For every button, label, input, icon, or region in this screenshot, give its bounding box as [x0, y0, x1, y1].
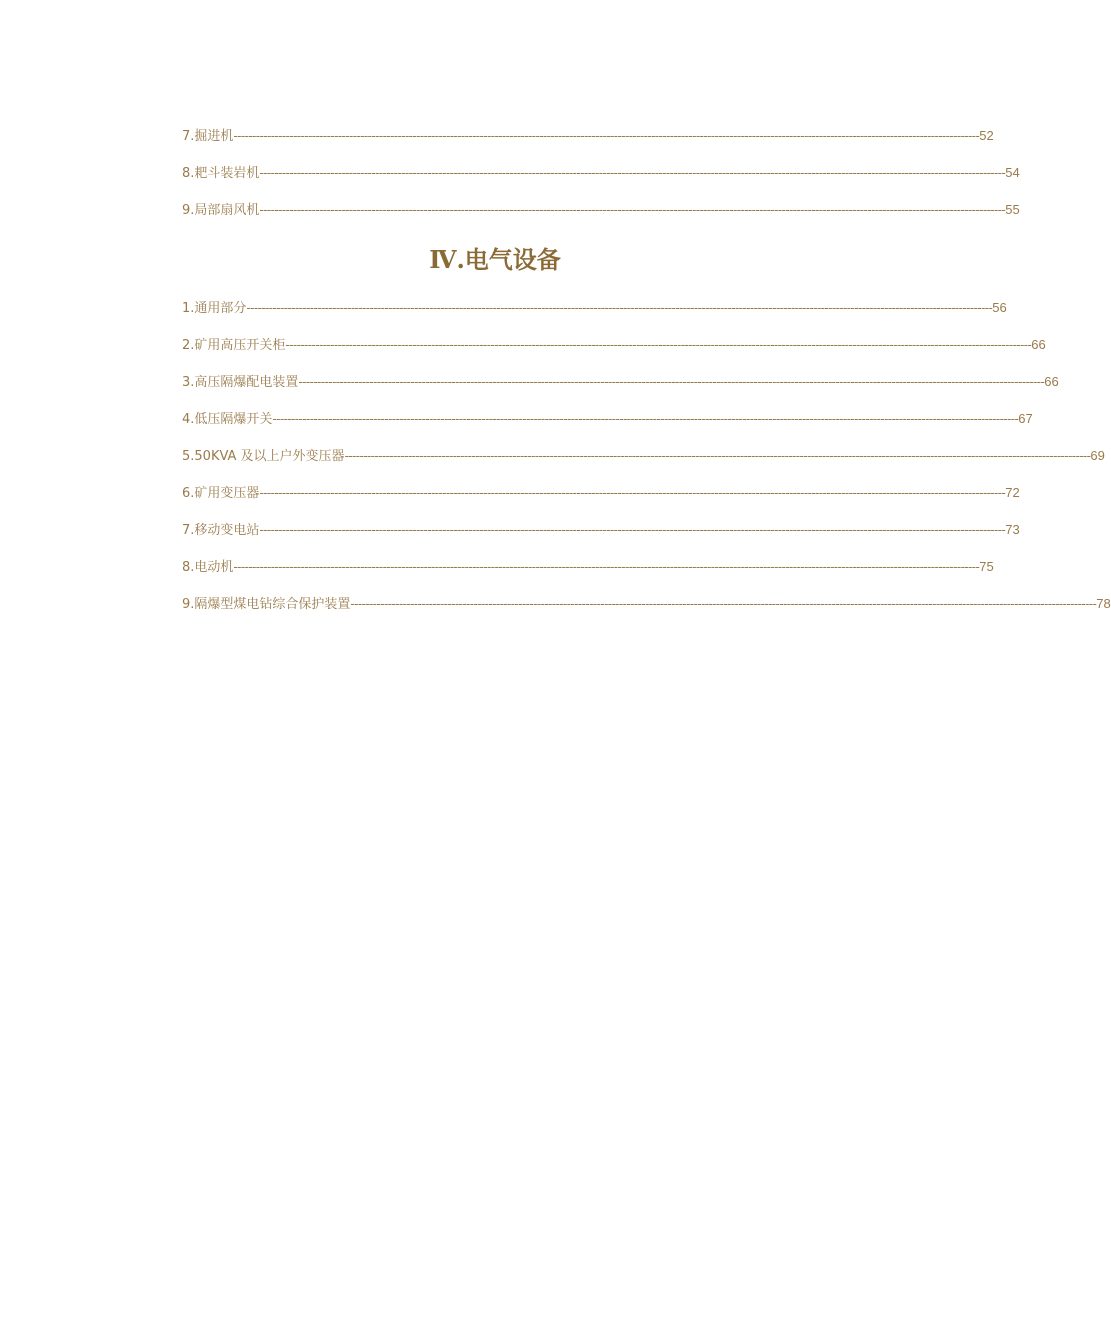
toc-entry-title: 2.矿用高压开关柜: [182, 338, 286, 353]
toc-dot-leader: --------------------------------------------------------------------------------------------------------------------------------------------------------------------------------------------------------: [259, 202, 1006, 217]
toc-entry-page: 52: [979, 128, 994, 143]
toc-entry-title: 6.矿用变压器: [182, 486, 260, 501]
toc-dot-leader: --------------------------------------------------------------------------------------------------------------------------------------------------------------------------------------------------------: [272, 411, 1019, 426]
toc-list-mechanical: [182, 126, 1020, 237]
toc-entry-title: 3.高压隔爆配电装置: [182, 375, 299, 390]
toc-entry[interactable]: [182, 446, 1105, 483]
toc-entry-page: 66: [1031, 337, 1046, 352]
toc-entry[interactable]: [182, 163, 1020, 200]
toc-entry[interactable]: [182, 200, 1020, 237]
section-heading: Ⅳ.电气设备: [429, 245, 561, 274]
toc-entry[interactable]: [182, 126, 994, 163]
toc-entry-page: 73: [1005, 522, 1020, 537]
toc-entry-page: 54: [1005, 165, 1020, 180]
toc-entry-title: 4.低压隔爆开关: [182, 412, 273, 427]
toc-entry[interactable]: [182, 594, 1111, 631]
toc-entry-page: 78: [1096, 596, 1111, 611]
toc-entry-page: 66: [1044, 374, 1059, 389]
toc-entry[interactable]: [182, 335, 1046, 372]
toc-entry-title: 7.掘进机: [182, 129, 234, 144]
toc-entry-title: 1.通用部分: [182, 301, 247, 316]
toc-entry-page: 69: [1090, 448, 1105, 463]
toc-entry-title: 8.电动机: [182, 560, 234, 575]
toc-dot-leader: --------------------------------------------------------------------------------------------------------------------------------------------------------------------------------------------------------: [259, 485, 1006, 500]
toc-dot-leader: --------------------------------------------------------------------------------------------------------------------------------------------------------------------------------------------------------: [344, 448, 1091, 463]
toc-entry[interactable]: [182, 483, 1020, 520]
toc-dot-leader: --------------------------------------------------------------------------------------------------------------------------------------------------------------------------------------------------------: [246, 300, 993, 315]
toc-entry-title: 5.50KVA 及以上户外变压器: [182, 449, 345, 464]
toc-entry-page: 72: [1005, 485, 1020, 500]
toc-entry-title: 7.移动变电站: [182, 523, 260, 538]
toc-entry-page: 55: [1005, 202, 1020, 217]
toc-entry[interactable]: [182, 520, 1020, 557]
toc-list-electrical: [182, 298, 1111, 631]
toc-dot-leader: --------------------------------------------------------------------------------------------------------------------------------------------------------------------------------------------------------: [350, 596, 1097, 611]
toc-entry-title: 9.隔爆型煤电钻综合保护装置: [182, 597, 351, 612]
toc-entry[interactable]: [182, 409, 1033, 446]
toc-dot-leader: --------------------------------------------------------------------------------------------------------------------------------------------------------------------------------------------------------: [233, 559, 980, 574]
toc-dot-leader: --------------------------------------------------------------------------------------------------------------------------------------------------------------------------------------------------------: [259, 165, 1006, 180]
toc-entry-title: 9.局部扇风机: [182, 203, 260, 218]
toc-entry-page: 67: [1018, 411, 1033, 426]
toc-entry-title: 8.耙斗装岩机: [182, 166, 260, 181]
toc-dot-leader: --------------------------------------------------------------------------------------------------------------------------------------------------------------------------------------------------------: [298, 374, 1045, 389]
toc-entry[interactable]: [182, 298, 1007, 335]
toc-entry-page: 56: [992, 300, 1007, 315]
toc-entry-page: 75: [979, 559, 994, 574]
toc-dot-leader: --------------------------------------------------------------------------------------------------------------------------------------------------------------------------------------------------------: [259, 522, 1006, 537]
toc-dot-leader: --------------------------------------------------------------------------------------------------------------------------------------------------------------------------------------------------------: [233, 128, 980, 143]
toc-dot-leader: --------------------------------------------------------------------------------------------------------------------------------------------------------------------------------------------------------: [285, 337, 1032, 352]
toc-entry[interactable]: [182, 557, 994, 594]
toc-entry[interactable]: [182, 372, 1059, 409]
